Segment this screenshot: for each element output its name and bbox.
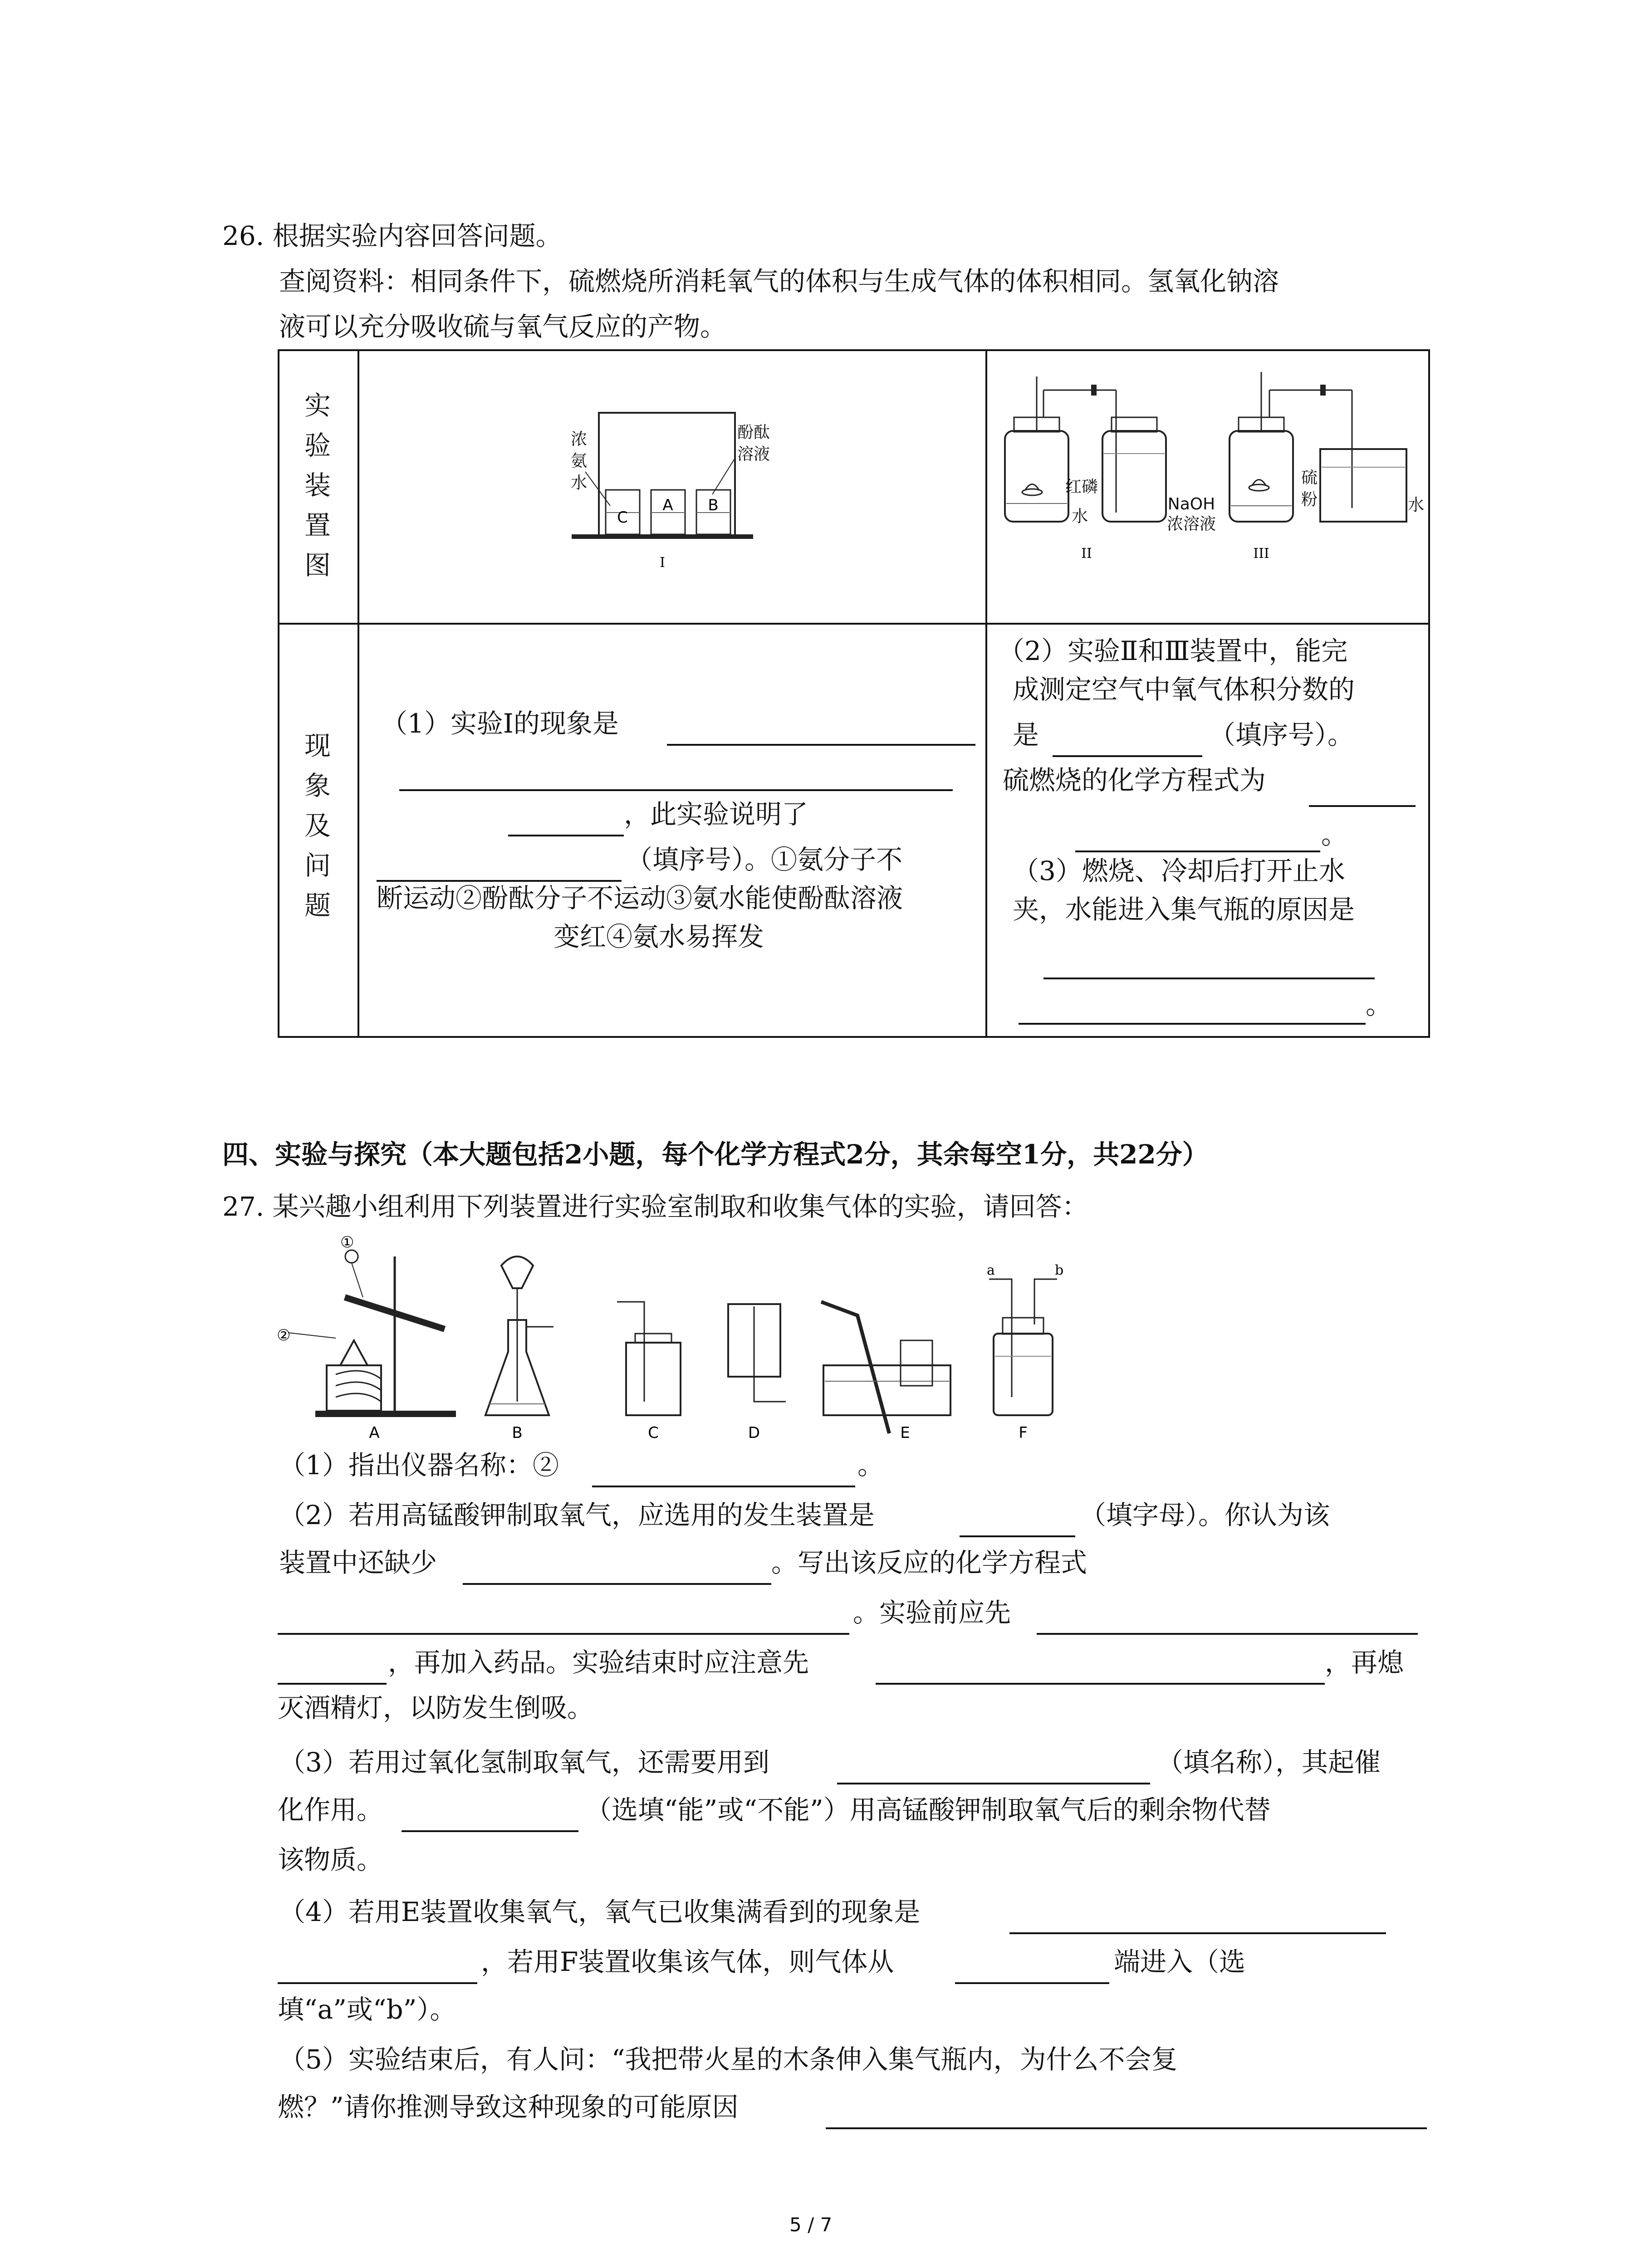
q26-title: 26. 根据实验内容回答问题。 <box>222 220 562 251</box>
apparatus-e-label: E <box>900 1424 910 1442</box>
q27-2-line3a: 。实验前应先 <box>853 1597 1011 1628</box>
q26-2-line4: 硫燃烧的化学方程式为 <box>1003 765 1266 796</box>
q27-4-line2a: ，若用F装置收集该气体，则气体从 <box>481 1946 894 1977</box>
figure-3-caption: III <box>1253 546 1269 562</box>
q27-4-line3: 填“a”或“b”）。 <box>278 1994 456 2025</box>
q27-1-end: 。 <box>857 1450 884 1481</box>
marker-1: ① <box>340 1233 354 1251</box>
q26-info-line1: 查阅资料：相同条件下，硫燃烧所消耗氧气的体积与生成气体的体积相同。氢氧化钠溶 <box>279 266 1279 297</box>
blank-26-3b[interactable] <box>1019 1023 1366 1025</box>
blank-27-4a[interactable] <box>1009 1932 1386 1934</box>
label-naoh: NaOH 浓溶液 <box>1167 495 1216 533</box>
q27-2-line1a: （2）若用高锰酸钾制取氧气，应选用的发生装置是 <box>279 1500 875 1530</box>
label-red-phosphorus: 红磷 <box>1065 478 1098 496</box>
blank-26-1c[interactable] <box>508 835 624 836</box>
table-divider-2 <box>985 349 987 1038</box>
blank-27-4c[interactable] <box>955 1982 1109 1984</box>
marker-2: ② <box>277 1326 291 1344</box>
blank-26-1b[interactable] <box>399 789 953 791</box>
table-divider-1 <box>358 349 359 1038</box>
apparatus-strip <box>272 1229 1098 1442</box>
q27-2-line2b: 。写出该反应的化学方程式 <box>771 1547 1087 1578</box>
label-water-2: 水 <box>1072 507 1088 526</box>
q27-4-line1: （4）若用E装置收集氧气，氧气已收集满看到的现象是 <box>279 1897 921 1927</box>
table-row-divider <box>278 623 1430 625</box>
blank-27-1[interactable] <box>592 1486 855 1487</box>
blank-27-2a[interactable] <box>960 1535 1075 1537</box>
q26-1-line4: （填序号）。①氨分子不 <box>626 844 903 875</box>
apparatus-figure-2-3 <box>994 358 1425 572</box>
q26-2-line1: （2）实验Ⅱ和Ⅲ装置中，能完 <box>998 635 1348 666</box>
q26-1-line3: ，此实验说明了 <box>624 799 808 830</box>
blank-26-1a[interactable] <box>667 744 975 746</box>
apparatus-figure-1 <box>567 399 758 576</box>
q26-1-prompt: （1）实验Ⅰ的现象是 <box>381 708 619 739</box>
q27-3-line2a: 化作用。 <box>278 1794 383 1825</box>
apparatus-d-label: D <box>748 1424 760 1442</box>
apparatus-f-label: F <box>1019 1424 1028 1442</box>
q26-1-line5: 断运动②酚酞分子不运动③氨水能使酚酞溶液 <box>377 883 903 914</box>
label-water-3: 水 <box>1408 496 1425 514</box>
beaker-b-label: B <box>708 496 719 514</box>
port-a-label: a <box>987 1262 995 1278</box>
figure-1-caption: I <box>660 555 665 571</box>
blank-27-3b[interactable] <box>402 1830 578 1832</box>
q26-3-line1: （3）燃烧、冷却后打开止水 <box>1013 855 1345 886</box>
q27-title: 27. 某兴趣小组利用下列装置进行实验室制取和收集气体的实验，请回答： <box>222 1191 1088 1222</box>
q26-2-line2: 成测定空气中氧气体积分数的 <box>1013 674 1355 705</box>
blank-27-2d[interactable] <box>1037 1633 1418 1635</box>
apparatus-a-label: A <box>369 1424 380 1442</box>
section-4-title: 四、实验与探究（本大题包括2小题，每个化学方程式2分，其余每空1分，共22分） <box>222 1139 1209 1170</box>
q26-2-line3a: 是 <box>1013 719 1039 750</box>
q27-2-line4a: ，再加入药品。实验结束时应注意先 <box>388 1647 809 1678</box>
row-header-phenomenon: 现 象 及 问 题 <box>304 730 331 921</box>
blank-27-2f[interactable] <box>876 1683 1325 1685</box>
apparatus-c-label: C <box>648 1424 659 1442</box>
label-sulfur: 硫 粉 <box>1301 469 1318 509</box>
q27-3-line3: 该物质。 <box>278 1844 383 1875</box>
blank-26-3a[interactable] <box>1043 978 1375 979</box>
port-b-label: b <box>1055 1262 1064 1278</box>
q27-5-line1: （5）实验结束后，有人问：“我把带火星的木条伸入集气瓶内，为什么不会复 <box>279 2044 1178 2075</box>
q27-1-prompt: （1）指出仪器名称：② <box>279 1450 559 1481</box>
q26-2-line3b: （填序号）。 <box>1209 719 1354 750</box>
q27-5-line2: 燃？”请你推测导致这种现象的可能原因 <box>278 2092 739 2122</box>
blank-27-5[interactable] <box>826 2127 1427 2129</box>
q27-4-line2b: 端进入（选 <box>1114 1946 1246 1977</box>
blank-27-2e[interactable] <box>278 1683 387 1685</box>
q27-2-line5: 灭酒精灯，以防发生倒吸。 <box>278 1692 594 1723</box>
q27-3-line1b: （填名称），其起催 <box>1157 1747 1381 1778</box>
blank-27-2c[interactable] <box>278 1633 849 1635</box>
q26-2-line5: 。 <box>1321 819 1348 850</box>
blank-27-4b[interactable] <box>278 1982 477 1984</box>
q27-3-line2b: （选填“能”或“不能”）用高锰酸钾制取氧气后的剩余物代替 <box>585 1794 1271 1825</box>
q27-2-line2a: 装置中还缺少 <box>279 1547 437 1578</box>
beaker-a-label: A <box>662 496 673 514</box>
q26-info-line2: 液可以充分吸收硫与氧气反应的产物。 <box>279 311 727 342</box>
apparatus-b-label: B <box>512 1424 523 1442</box>
q26-3-end: 。 <box>1366 989 1392 1020</box>
row-header-apparatus: 实 验 装 置 图 <box>304 390 331 581</box>
label-conc-ammonia: 浓 氨 水 <box>571 430 588 492</box>
blank-26-2[interactable] <box>1053 755 1202 757</box>
q27-2-line1b: （填字母）。你认为该 <box>1080 1500 1330 1530</box>
q27-3-line1a: （3）若用过氧化氢制取氧气，还需要用到 <box>279 1747 769 1778</box>
figure-2-caption: II <box>1081 546 1092 562</box>
q27-2-line4b: ，再熄 <box>1325 1647 1404 1678</box>
beaker-c-label: C <box>617 508 628 527</box>
label-phenolphthalein: 酚酞 溶液 <box>737 423 770 464</box>
page-number: 5 / 7 <box>789 2214 833 2236</box>
q26-3-line2: 夹，水能进入集气瓶的原因是 <box>1013 894 1355 925</box>
blank-27-3a[interactable] <box>837 1783 1150 1784</box>
blank-26-eq-a[interactable] <box>1309 805 1416 807</box>
q26-1-line6: 变红④氨水易挥发 <box>554 921 764 952</box>
blank-27-2b[interactable] <box>463 1583 771 1585</box>
